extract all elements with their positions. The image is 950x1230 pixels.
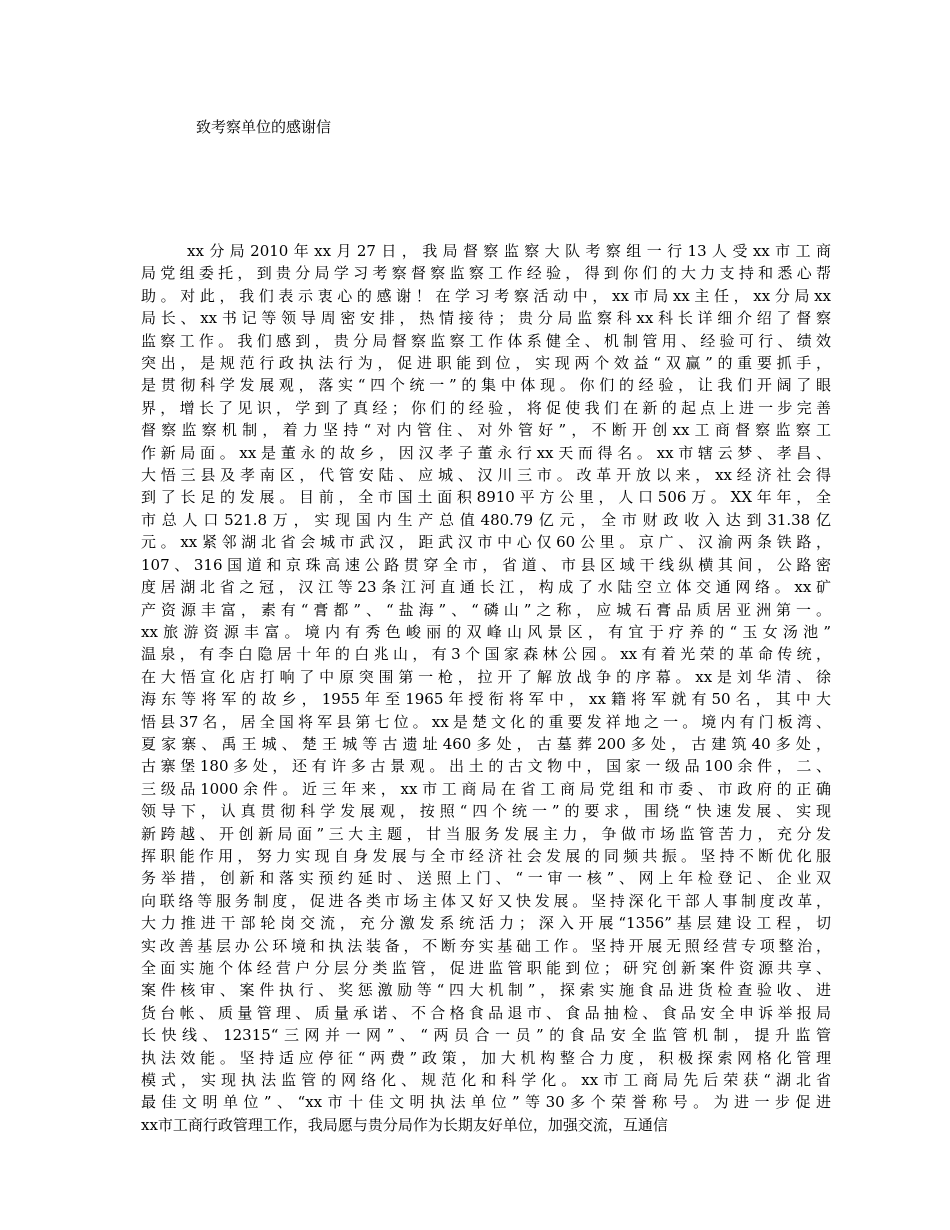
- body-line: 务举措，创新和落实预约延时、送照上门、“一审一核”、网上年检登记、企业双: [141, 869, 831, 888]
- body-line: 作新局面。xx是董永的故乡，因汉孝子董永行xx天而得名。xx市辖云梦、孝昌、: [141, 443, 831, 462]
- body-line: 局长、xx书记等领导周密安排，热情接待；贵分局监察科xx科长详细介绍了督察: [141, 309, 831, 328]
- body-line: 新跨越、开创新局面”三大主题，甘当服务发展主力，争做市场监管苦力，充分发: [141, 824, 831, 843]
- body-line: 实改善基层办公环境和执法装备，不断夯实基础工作。坚持开展无照经营专项整治，: [141, 936, 831, 955]
- body-line: 在大悟宣化店打响了中原突围第一枪，拉开了解放战争的序幕。xx是刘华清、徐: [141, 667, 831, 686]
- body-line: 助。对此，我们表示衷心的感谢！在学习考察活动中，xx市局xx主任，xx分局xx: [141, 286, 831, 305]
- body-line: 挥职能作用，努力实现自身发展与全市经济社会发展的同频共振。坚持不断优化服: [141, 846, 831, 865]
- body-line: 长快线、12315“三网并一网”、“两员合一员”的食品安全监管机制，提升监管: [141, 1026, 831, 1045]
- body-line: 案件核审、案件执行、奖惩激励等“四大机制”，探索实施食品进货检查验收、进: [141, 981, 831, 1000]
- body-line: 产资源丰富，素有“膏都”、“盐海”、“磷山”之称，应城石膏品质居亚洲第一。: [141, 600, 831, 619]
- body-line: 市总人口521.8万，实现国内生产总值480.79亿元，全市财政收入达到31.38亿: [141, 510, 831, 529]
- body-line: xx分局2010年xx月27日，我局督察监察大队考察组一行13人受xx市工商: [187, 242, 831, 260]
- body-line: 模式，实现执法监管的网络化、规范化和科学化。xx市工商局先后荣获“湖北省: [141, 1071, 831, 1090]
- letter-title: 致考察单位的感谢信: [196, 118, 332, 136]
- body-line: 元。xx紧邻湖北省会城市武汉，距武汉市中心仅60公里。京广、汉渝两条铁路，: [141, 533, 831, 552]
- body-line: 三级品1000余件。近三年来，xx市工商局在省工商局党组和市委、市政府的正确: [141, 779, 831, 798]
- body-line: xx旅游资源丰富。境内有秀色峻丽的双峰山风景区，有宜于疗养的“玉女汤池”: [141, 622, 831, 641]
- body-line: 突出，是规范行政执法行为，促进职能到位，实现两个效益“双赢”的重要抓手，: [141, 354, 831, 373]
- body-line: xx市工商行政管理工作，我局愿与贵分局作为长期友好单位，加强交流，互通信: [141, 1115, 668, 1134]
- body-line: 全面实施个体经营户分层分类监管，促进监管职能到位；研究创新案件资源共享、: [141, 959, 831, 977]
- body-line: 领导下，认真贯彻科学发展观，按照“四个统一”的要求，围绕“快速发展、实现: [141, 802, 831, 821]
- body-line: 悟县37名，居全国将军县第七位。xx是楚文化的重要发祥地之一。境内有门板湾、: [141, 712, 831, 731]
- body-line: 温泉，有李白隐居十年的白兆山，有3个国家森林公园。xx有着光荣的革命传统，: [141, 645, 831, 664]
- body-line: 货台帐、质量管理、质量承诺、不合格食品退市、食品抽检、食品安全申诉举报局: [141, 1003, 831, 1022]
- letter-body: [141, 240, 831, 1136]
- body-line: 局党组委托，到贵分局学习考察督察监察工作经验，得到你们的大力支持和悉心帮: [141, 264, 831, 283]
- body-line: 执法效能。坚持适应停征“两费”政策，加大机构整合力度，积极探索网格化管理: [141, 1048, 831, 1067]
- body-line: 督察监察机制，着力坚持“对内管住、对外管好”，不断开创xx工商督察监察工: [141, 421, 831, 440]
- body-line: 大悟三县及孝南区，代管安陆、应城、汉川三市。改革开放以来，xx经济社会得: [141, 466, 831, 485]
- body-line: 是贯彻科学发展观，落实“四个统一”的集中体现。你们的经验，让我们开阔了眼: [141, 376, 831, 395]
- body-line: 大力推进干部轮岗交流，充分激发系统活力；深入开展“1356”基层建设工程，切: [141, 914, 831, 933]
- body-line: 度居湖北省之冠，汉江等23条江河直通长江，构成了水陆空立体交通网络。xx矿: [141, 578, 831, 597]
- body-line: 海东等将军的故乡，1955年至1965年授衔将军中，xx籍将军就有50名，其中大: [141, 690, 831, 709]
- body-line: 界，增长了见识，学到了真经；你们的经验，将促使我们在新的起点上进一步完善: [141, 398, 831, 417]
- body-line: 夏家寨、禹王城、楚王城等古遗址460多处，古墓葬200多处，古建筑40多处，: [141, 734, 831, 753]
- body-line: 107、316国道和京珠高速公路贯穿全市，省道、市县区域干线纵横其间，公路密: [141, 555, 831, 574]
- body-line: 古寨堡180多处，还有许多古景观。出土的古文物中，国家一级品100余件，二、: [141, 757, 831, 776]
- body-line: 最佳文明单位”、“xx市十佳文明执法单位”等30多个荣誉称号。为进一步促进: [141, 1093, 831, 1112]
- body-line: 向联络等服务制度，促进各类市场主体又好又快发展。坚持深化干部人事制度改革，: [141, 891, 831, 910]
- body-line: 到了长足的发展。目前，全市国土面积8910平方公里，人口506万。XX年年，全: [141, 488, 831, 507]
- body-line: 监察工作。我们感到，贵分局督察监察工作体系健全、机制管用、经验可行、绩效: [141, 331, 831, 350]
